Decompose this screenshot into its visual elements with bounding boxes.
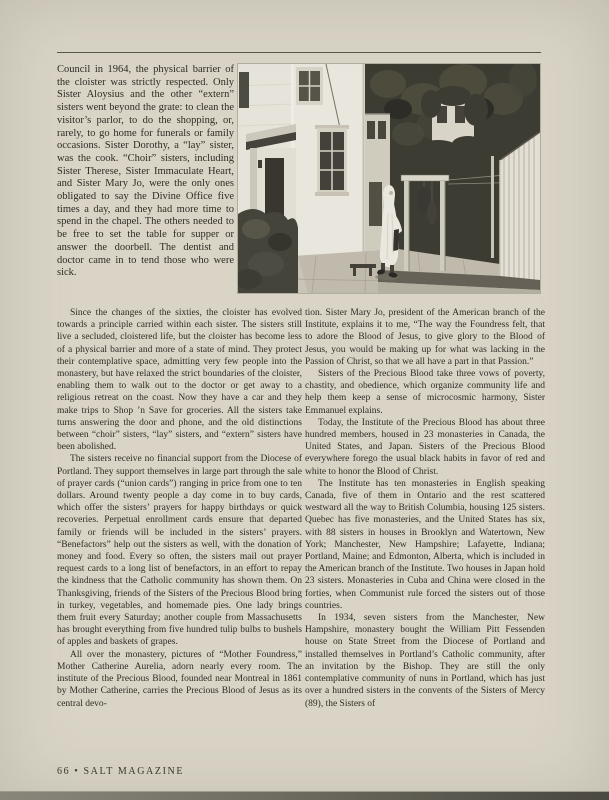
page-bottom-scan-edge xyxy=(0,791,609,800)
intro-column xyxy=(57,64,234,280)
body-paragraph: Sisters of the Precious Blood take three vows of poverty, chastity, and obedience, which organize community life and help them keep a sense of microcosmic harmony, Sister Emmanuel explains. xyxy=(305,369,545,416)
body-paragraph: Council in 1964, the physical barrier of the cloister was strictly respected. Only Sister Aloysius and the other “extern” sisters went beyond the grate: to clean the visitor’s parlor, to do the shopping, or, rarely, to go home for funerals or family occasions. Sister Dorothy, a “lay” sister, was the cook. “Choir” sisters, including Sister Therese, Sister Immaculate Heart, and Sister Mary Jo, were the only ones obligated to say the Divine Office five times a day, and they had more time to spend in the chapel. The others needed to be free to set the table for supper or answer the doorbell. The dentist and doctor came in to tend those who were sick. xyxy=(57,64,234,279)
page-footer xyxy=(57,766,184,777)
top-rule xyxy=(57,52,541,53)
body-paragraph: All over the monastery, pictures of “Mother Foundress,” Mother Catherine Aurelia, adorn nearly every room. The institute of the Precious Blood, founded near Montreal in 1861 by Mother Catherine, carries the Precious Blood of Jesus as its central devo- xyxy=(57,649,302,709)
monastery-courtyard-photo xyxy=(238,64,540,293)
right-column xyxy=(305,307,545,710)
page-number-and-magazine-title: 66 • SALT MAGAZINE xyxy=(57,766,185,777)
body-paragraph: Today, the Institute of the Precious Blood has about three hundred members, housed in 23 monasteries in Canada, the United States, and Japan. Sisters of the Precious Blood everywhere forego the usual black habits in favor of red and white to honor the Blood of Christ. xyxy=(305,417,545,477)
left-column xyxy=(57,307,302,710)
body-paragraph: The sisters receive no financial support from the Diocese of Portland. They support themselves in large part through the sale of prayer cards (“union cards”) ranging in price from one to ten dollars. Around twenty people a day come in to buy cards, which offer the sisters’ prayers for happy birthdays or quick recoveries. Perpetual enrollment cards ensure that departed family or friends will be included in the sisters’ prayers. “Benefactors” help out the sisters as well, with the donation of money and food. Every so often, the sisters mail out prayer request cards to a long list of benefactors, in an effort to repay the kindness that the Catholic community has shown them. On Thanksgiving, friends of the Sisters of the Precious Blood bring in turkey, vegetables, and homemade pies. One lady brings them fruit every Saturday; another couple from Massachusetts has brought everything from five hundred tulip bulbs to bushels of apples and baskets of grapes. xyxy=(57,454,302,648)
body-paragraph: Since the changes of the sixties, the cloister has evolved towards a principle carried within each sister. The sisters still live a secluded, cloistered life, but the cloister has become less of a physical barrier and more of a state of mind. They protect their contemplative space, admitting very few people into the monastery, but have relaxed the strict boundaries of the cloister, enabling them to walk out to the doctor or get away to a religious retreat on the coast. Now they have a car and they make trips to Shop ’n Save for groceries. All the sisters take turns answering the door and phone, and the old distinctions between “choir” sisters, “lay” sisters, and “extern” sisters have been abolished. xyxy=(57,308,302,453)
body-paragraph: The Institute has ten monasteries in English speaking Canada, five of them in Ontario and the rest scattered westward all the way to British Columbia, housing 125 sisters. Quebec has five monasteries, and the United States has six, with 88 sisters in houses in Brooklyn and Watertown, New York; Manchester, New Hampshire; Lafayette, Indiana; Portland, Maine; and Edmonton, Alberta, which is included in the American branch of the Institute. Two houses in Japan hold 23 sisters. Monasteries in Cuba and China were closed in the forties, when Communist rule forced the sisters out of those countries. xyxy=(305,478,545,611)
body-paragraph: tion. Sister Mary Jo, president of the American branch of the Institute, explains it to me, “The way the Foundress felt, that to adore the Blood of Jesus, to give glory to the Blood of Jesus, you would be making up for what was lacking in the Passion of Christ, so that we all have a part in that Passion.” xyxy=(305,308,545,367)
photo-illustration xyxy=(238,64,540,293)
body-paragraph: In 1934, seven sisters from the Manchester, New Hampshire, monastery bought the William Pitt Fessenden house on State Street from the Diocese of Portland and installed themselves in Portland’s Catholic community, after an invitation by the Bishop. They are still the only contemplative community of nuns in Portland, which has just over a hundred sisters in the convents of the Sisters of Mercy (89), the Sisters of xyxy=(305,613,545,709)
photo-tint xyxy=(238,64,540,293)
